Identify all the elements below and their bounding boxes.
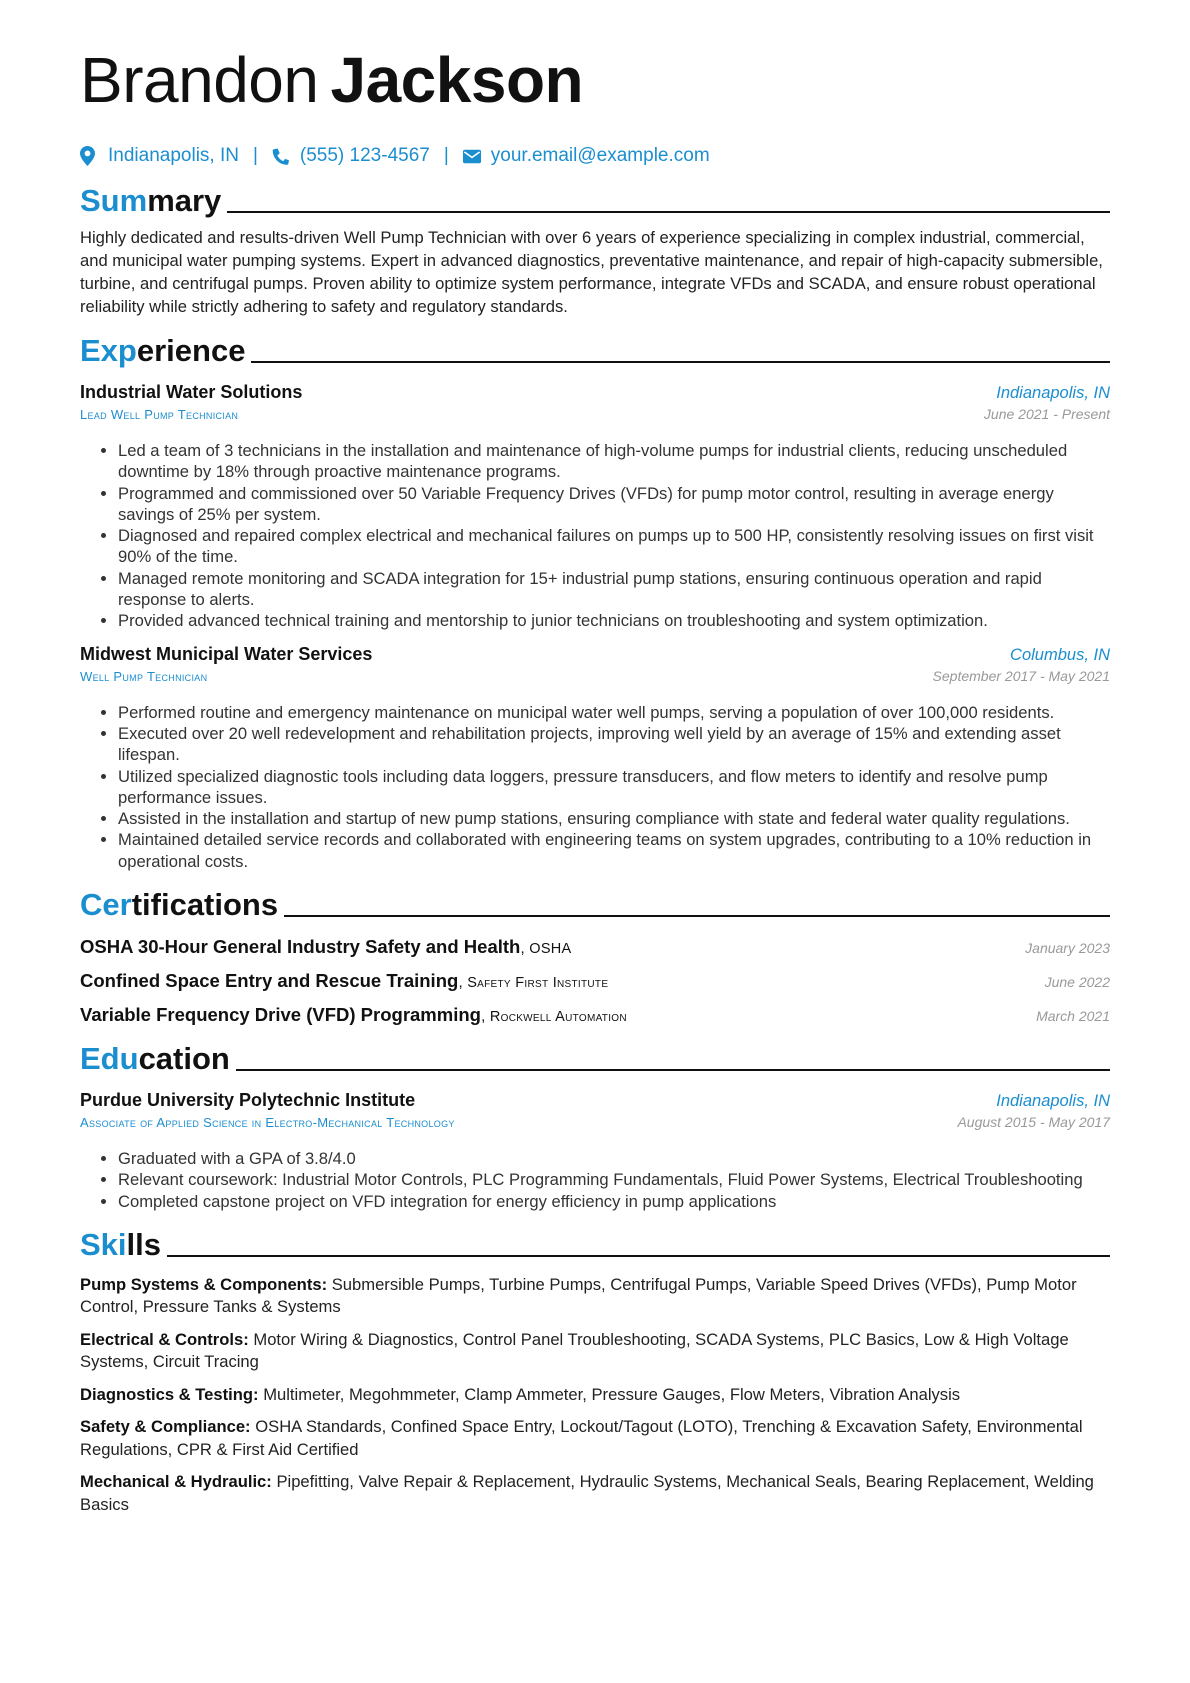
email-text: your.email@example.com: [490, 145, 710, 166]
skill-category: Safety & Compliance:: [80, 1417, 251, 1437]
certification-item: Confined Space Entry and Rescue Training, Safety First Institute June 2022: [80, 970, 1110, 992]
job-location: Columbus, IN: [1010, 645, 1110, 664]
skill-row: [80, 1274, 1110, 1319]
skill-category: Mechanical & Hydraulic:: [80, 1472, 272, 1492]
skill-row: [80, 1329, 1110, 1374]
first-name: Brandon: [80, 44, 319, 116]
contact-separator: |: [252, 145, 258, 166]
school-name: Purdue University Polytechnic Institute: [80, 1090, 416, 1111]
section-rule: [236, 1069, 1110, 1071]
phone-text: (555) 123-4567: [299, 145, 430, 166]
certification-item: OSHA 30-Hour General Industry Safety and Health, OSHA January 2023: [80, 936, 1110, 958]
map-marker-icon: [80, 146, 98, 166]
candidate-name: [80, 40, 1110, 120]
list-item: • Led a team of 3 technicians in the installation and maintenance of high-volume pumps for industrial clients, reducing unscheduled downtime by 18% through proactive maintenance programs.: [118, 440, 1110, 483]
education-entry: [80, 1090, 1110, 1212]
last-name: Jackson: [330, 44, 584, 116]
section-rule: [227, 211, 1110, 213]
skill-list: Submersible Pumps, Turbine Pumps, Centrifugal Pumps, Variable Speed Drives (VFDs), Pump Motor Control, Pressure Tanks & Systems: [80, 1274, 1077, 1317]
list-item: • Graduated with a GPA of 3.8/4.0: [118, 1148, 1110, 1169]
skills-heading: Skills: [80, 1224, 1110, 1264]
contact-separator: |: [443, 145, 449, 166]
job-dates: September 2017 - May 2021: [932, 667, 1110, 684]
contact-location: [80, 145, 239, 167]
skill-row: [80, 1416, 1110, 1461]
degree-title: Associate of Applied Science in Electro-Mechanical Technology: [80, 1115, 455, 1131]
certification-name: Variable Frequency Drive (VFD) Programming: [80, 1004, 481, 1026]
contact-phone[interactable]: [272, 145, 430, 167]
list-item: • Executed over 20 well redevelopment and rehabilitation projects, improving well yield by an average of 15% and extending asset lifespan.: [118, 723, 1110, 766]
list-item: • Managed remote monitoring and SCADA integration for 15+ industrial pump stations, ensuring continuous operation and rapid response to alerts.: [118, 568, 1110, 611]
certification-date: March 2021: [1036, 1008, 1110, 1025]
list-item: • Programmed and commissioned over 50 Variable Frequency Drives (VFDs) for pump motor control, resulting in average energy savings of 25% per system.: [118, 483, 1110, 526]
envelope-icon: [463, 146, 481, 166]
list-item: • Utilized specialized diagnostic tools including data loggers, pressure transducers, and flow meters to identify and resolve pump performance issues.: [118, 766, 1110, 809]
certification-date: June 2022: [1044, 974, 1110, 991]
list-item: • Assisted in the installation and startup of new pump stations, ensuring compliance with state and federal water quality regulations.: [118, 808, 1110, 829]
job-title: Lead Well Pump Technician: [80, 407, 239, 422]
job-bullets: [80, 702, 1110, 872]
section-rule: [167, 1255, 1110, 1257]
certification-name: Confined Space Entry and Rescue Training: [80, 970, 459, 992]
school-location: Indianapolis, IN: [996, 1092, 1110, 1111]
education-dates: August 2015 - May 2017: [957, 1114, 1110, 1131]
company-name: Midwest Municipal Water Services: [80, 643, 373, 664]
skill-row: [80, 1471, 1110, 1516]
list-item: • Relevant coursework: Industrial Motor Controls, PLC Programming Fundamentals, Fluid Power Systems, Electrical Troubleshooting: [118, 1169, 1110, 1190]
summary-heading: Summary: [80, 180, 1110, 220]
certification-issuer: OSHA: [529, 941, 572, 958]
skill-row: [80, 1384, 1110, 1407]
list-item: • Completed capstone project on VFD integration for energy efficiency in pump applications: [118, 1191, 1110, 1212]
experience-heading: Experience: [80, 330, 1110, 370]
certification-issuer: Rockwell Automation: [489, 1009, 627, 1026]
experience-entry: [80, 382, 1110, 632]
company-name: Industrial Water Solutions: [80, 382, 303, 402]
skill-list: Multimeter, Megohmmeter, Clamp Ammeter, Pressure Gauges, Flow Meters, Vibration Analysis: [263, 1384, 961, 1404]
experience-entry: [80, 644, 1110, 872]
certifications-heading: Certifications: [80, 884, 1110, 924]
job-bullets: [80, 440, 1110, 632]
contact-bar: [80, 142, 1110, 170]
list-item: • Diagnosed and repaired complex electrical and mechanical failures on pumps up to 500 HP, consistently resolving issues on first visit 90% of the time.: [118, 525, 1110, 568]
list-item: • Maintained detailed service records and collaborated with engineering teams on system upgrades, contributing to a 10% reduction in operational costs.: [118, 829, 1110, 872]
skill-list: Pipefitting, Valve Repair & Replacement, Hydraulic Systems, Mechanical Seals, Bearing Replacement, Welding Basics: [80, 1472, 1094, 1514]
education-heading: Education: [80, 1038, 1110, 1078]
skill-category: Electrical & Controls:: [80, 1329, 249, 1349]
certification-issuer: Safety First Institute: [467, 975, 609, 992]
certification-item: Variable Frequency Drive (VFD) Programming, Rockwell Automation March 2021: [80, 1004, 1110, 1026]
skill-list: OSHA Standards, Confined Space Entry, Lockout/Tagout (LOTO), Trenching & Excavation Safety, Environmental Regulations, CPR & First Aid Certified: [80, 1417, 1083, 1459]
section-rule: [284, 915, 1110, 917]
contact-email[interactable]: [463, 145, 710, 167]
education-bullets: [80, 1148, 1110, 1212]
summary-text: Highly dedicated and results-driven Well Pump Technician with over 6 years of experience specializing in complex industrial, commercial, and municipal water pumping systems. Expert in advanced diagnostics, preventative maintenance, and repair of high-capacity submersible, turbine, and centrifugal pumps. Proven ability to optimize system performance, integrate VFDs and SCADA, and ensure robust operational reliability while strictly adhering to safety and regulatory standards.: [80, 228, 1103, 316]
location-text: Indianapolis, IN: [108, 145, 239, 166]
skill-category: Pump Systems & Components:: [80, 1274, 328, 1294]
job-title: Well Pump Technician: [80, 668, 208, 684]
section-rule: [251, 361, 1110, 363]
certification-date: January 2023: [1025, 940, 1110, 957]
job-location: Indianapolis, IN: [996, 384, 1110, 402]
phone-icon: [272, 146, 290, 166]
certification-name: OSHA 30-Hour General Industry Safety and Health: [80, 936, 521, 958]
skill-category: Diagnostics & Testing:: [80, 1384, 259, 1404]
skill-list: Motor Wiring & Diagnostics, Control Panel Troubleshooting, SCADA Systems, PLC Basics, Low & High Voltage Systems, Circuit Tracing: [80, 1329, 1069, 1372]
list-item: • Performed routine and emergency maintenance on municipal water well pumps, serving a population of over 100,000 residents.: [118, 702, 1110, 723]
job-dates: June 2021 - Present: [983, 406, 1110, 422]
list-item: • Provided advanced technical training and mentorship to junior technicians on troubleshooting and system optimization.: [118, 610, 1110, 631]
